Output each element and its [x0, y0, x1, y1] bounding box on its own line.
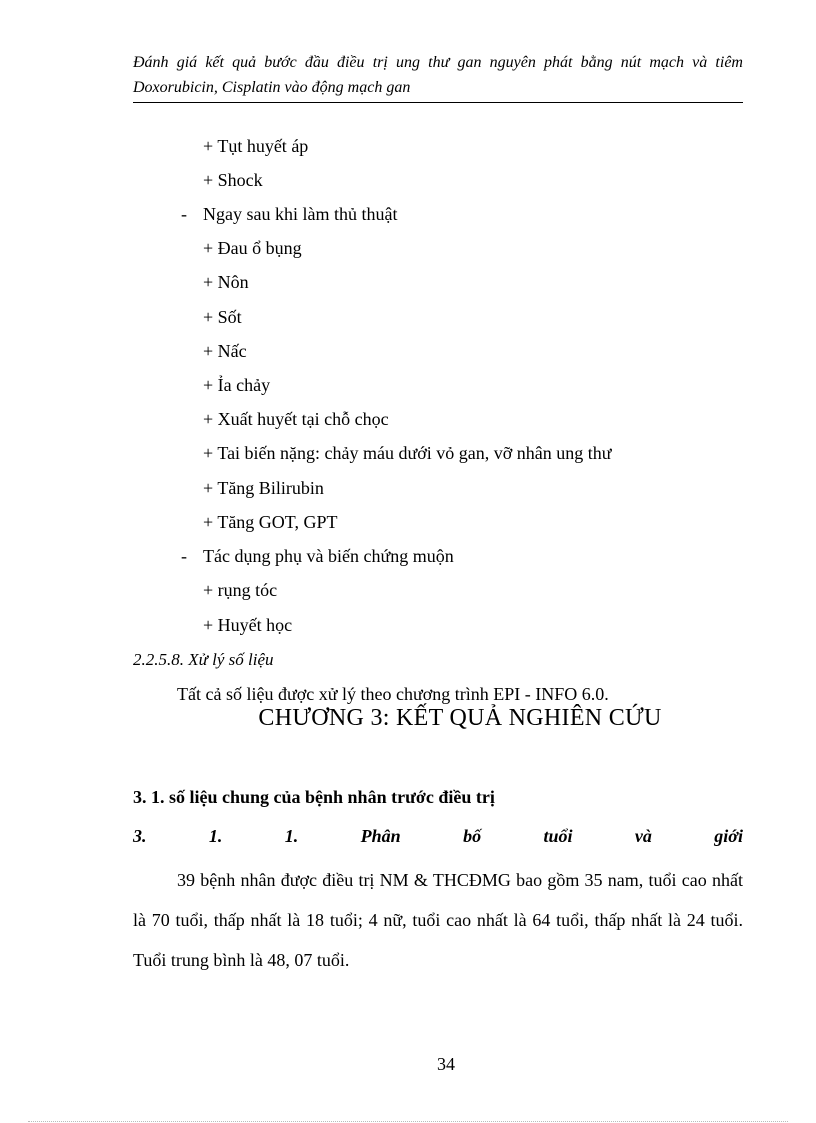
list-item: + Sốt: [203, 307, 242, 327]
heading-3-1: 3. 1. số liệu chung của bệnh nhân trước điều trị: [133, 787, 495, 807]
heading-word: tuổi: [543, 826, 573, 846]
list-item: + Tai biến nặng: chảy máu dưới vỏ gan, vỡ nhân ung thư: [203, 443, 612, 463]
dash-marker: -: [181, 546, 187, 566]
header-word: nguyên: [489, 54, 536, 71]
header-word: đầu: [304, 54, 329, 71]
header-word: Đánh: [133, 54, 169, 71]
header-word: giá: [176, 54, 198, 71]
list-item: + Tăng Bilirubin: [203, 478, 324, 498]
header-word: kết: [205, 54, 224, 71]
heading-word: giới: [714, 826, 743, 846]
header-word: nút: [620, 54, 642, 71]
page-number: 34: [437, 1054, 455, 1074]
header-word: mạch: [649, 54, 684, 71]
list-item: + Tụt huyết áp: [203, 136, 309, 156]
heading-word: 1.: [208, 826, 223, 846]
list-item: + Xuất huyết tại chỗ chọc: [203, 409, 389, 429]
running-header: [133, 50, 743, 100]
header-word: thư: [428, 54, 450, 71]
body-paragraph: 39 bệnh nhân được điều trị NM & THCĐMG bao gồm 35 nam, tuổi cao nhất là 70 tuổi, thấp nhất là 18 tuổi; 4 nữ, tuổi cao nhất là 64 tuổi, thấp nhất là 24 tuổi. Tuổi trung bình là 48, 07 tuổi.: [133, 870, 743, 970]
section-heading-2258: 2.2.5.8. Xử lý số liệu: [133, 650, 274, 669]
heading-word: 3.: [133, 826, 147, 846]
list-item: + Tăng GOT, GPT: [203, 512, 338, 532]
header-word: bằng: [580, 54, 613, 71]
header-word: ung: [395, 54, 420, 71]
header-word: điều: [336, 54, 365, 71]
header-word: gan: [457, 54, 482, 71]
header-rule: [133, 102, 743, 103]
header-word: trị: [372, 54, 388, 71]
list-item: + Đau ổ bụng: [203, 238, 302, 258]
footer-rule: [28, 1121, 788, 1122]
chapter-title: CHƯƠNG 3: KẾT QUẢ NGHIÊN CỨU: [258, 705, 662, 731]
heading-3-1-1: [133, 826, 743, 847]
dash-item: Tác dụng phụ và biến chứng muộn: [203, 546, 454, 566]
header-word: phát: [543, 54, 573, 71]
heading-word: bố: [463, 826, 482, 846]
list-item: + rụng tóc: [203, 580, 278, 600]
list-item: + Ỉa chảy: [203, 375, 271, 395]
heading-word: 1.: [284, 826, 299, 846]
header-word: quả: [232, 54, 257, 71]
dash-marker: -: [181, 204, 187, 224]
running-header-line-2: Doxorubicin, Cisplatin vào động mạch gan: [133, 79, 411, 96]
header-word: và: [692, 54, 708, 71]
header-word: bước: [264, 54, 297, 71]
header-word: tiêm: [715, 54, 743, 71]
list-item: + Nôn: [203, 272, 249, 292]
list-item: + Nấc: [203, 341, 247, 361]
section-text: Tất cả số liệu được xử lý theo chương trình EPI - INFO 6.0.: [177, 684, 609, 704]
list-item: + Shock: [203, 170, 263, 190]
heading-word: và: [634, 826, 652, 846]
running-header-line-1: [133, 50, 743, 75]
list-item: + Huyết học: [203, 615, 293, 635]
heading-word: Phân: [360, 826, 401, 846]
dash-item: Ngay sau khi làm thủ thuật: [203, 204, 398, 224]
